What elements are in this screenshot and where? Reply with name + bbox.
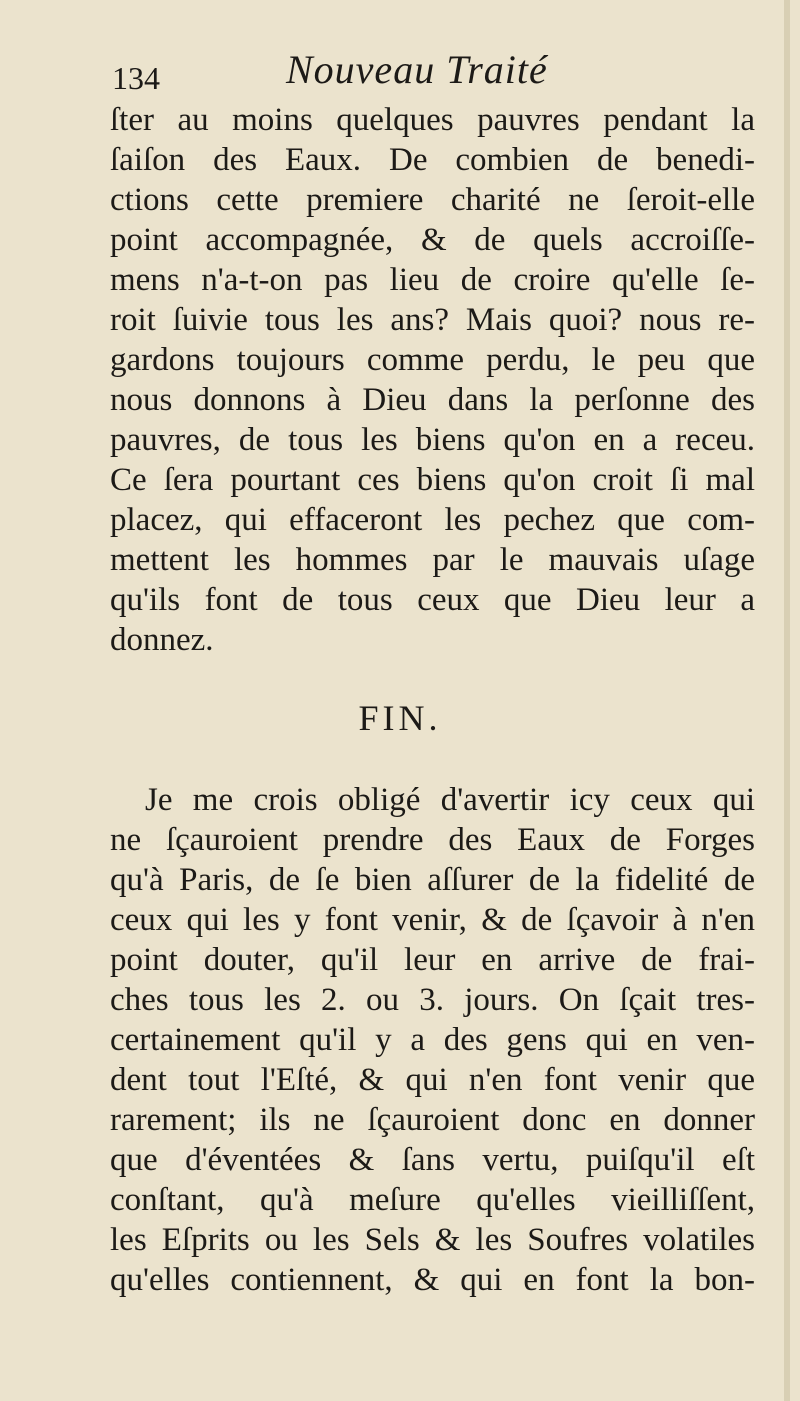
text-line: nous donnons à Dieu dans la perſonne des	[110, 382, 755, 418]
text-line-indented: Je me crois obligé d'avertir icy ceux qui	[145, 782, 755, 818]
text-line: gardons toujours comme perdu, le peu que	[110, 342, 755, 378]
text-line: rarement; ils ne ſçauroient donc en donner	[110, 1102, 755, 1138]
text-line: ceux qui les y font venir, & de ſçavoir à n'en	[110, 902, 755, 938]
text-line: mettent les hommes par le mauvais uſage	[110, 542, 755, 578]
text-line: ches tous les 2. ou 3. jours. On ſçait tres-	[110, 982, 755, 1018]
page-header	[108, 46, 708, 96]
text-line: roit ſuivie tous les ans? Mais quoi? nous re-	[110, 302, 755, 338]
text-line: placez, qui effaceront les pechez que com-	[110, 502, 755, 538]
text-line: mens n'a-t-on pas lieu de croire qu'elle ſe-	[110, 262, 755, 298]
text-line: Ce ſera pourtant ces biens qu'on croit ſi mal	[110, 462, 755, 498]
text-line: point douter, qu'il leur en arrive de frai-	[110, 942, 755, 978]
text-line-last: donnez.	[110, 622, 214, 658]
running-title: Nouveau Traité	[286, 47, 548, 92]
text-line: point accompagnée, & de quels accroiſſe-	[110, 222, 755, 258]
text-line: qu'à Paris, de ſe bien aſſurer de la fidelité de	[110, 862, 755, 898]
text-line: pauvres, de tous les biens qu'on en a receu.	[110, 422, 755, 458]
text-line: conſtant, qu'à meſure qu'elles vieilliſſent,	[110, 1182, 755, 1218]
text-line: ſter au moins quelques pauvres pendant la	[110, 102, 755, 138]
text-line: ne ſçauroient prendre des Eaux de Forges	[110, 822, 755, 858]
text-line: ſaiſon des Eaux. De combien de benedi-	[110, 142, 755, 178]
text-line: qu'elles contiennent, & qui en font la bon-	[110, 1262, 755, 1298]
text-line: certainement qu'il y a des gens qui en ven-	[110, 1022, 755, 1058]
text-line: ctions cette premiere charité ne ſeroit-elle	[110, 182, 755, 218]
page-number: 134	[112, 60, 160, 96]
fin-heading: FIN.	[358, 698, 442, 738]
text-line: que d'éventées & ſans vertu, puiſqu'il eſt	[110, 1142, 755, 1178]
text-line: dent tout l'Eſté, & qui n'en font venir que	[110, 1062, 755, 1098]
text-line: les Eſprits ou les Sels & les Soufres volatiles	[110, 1222, 755, 1258]
text-line: qu'ils font de tous ceux que Dieu leur a	[110, 582, 755, 618]
